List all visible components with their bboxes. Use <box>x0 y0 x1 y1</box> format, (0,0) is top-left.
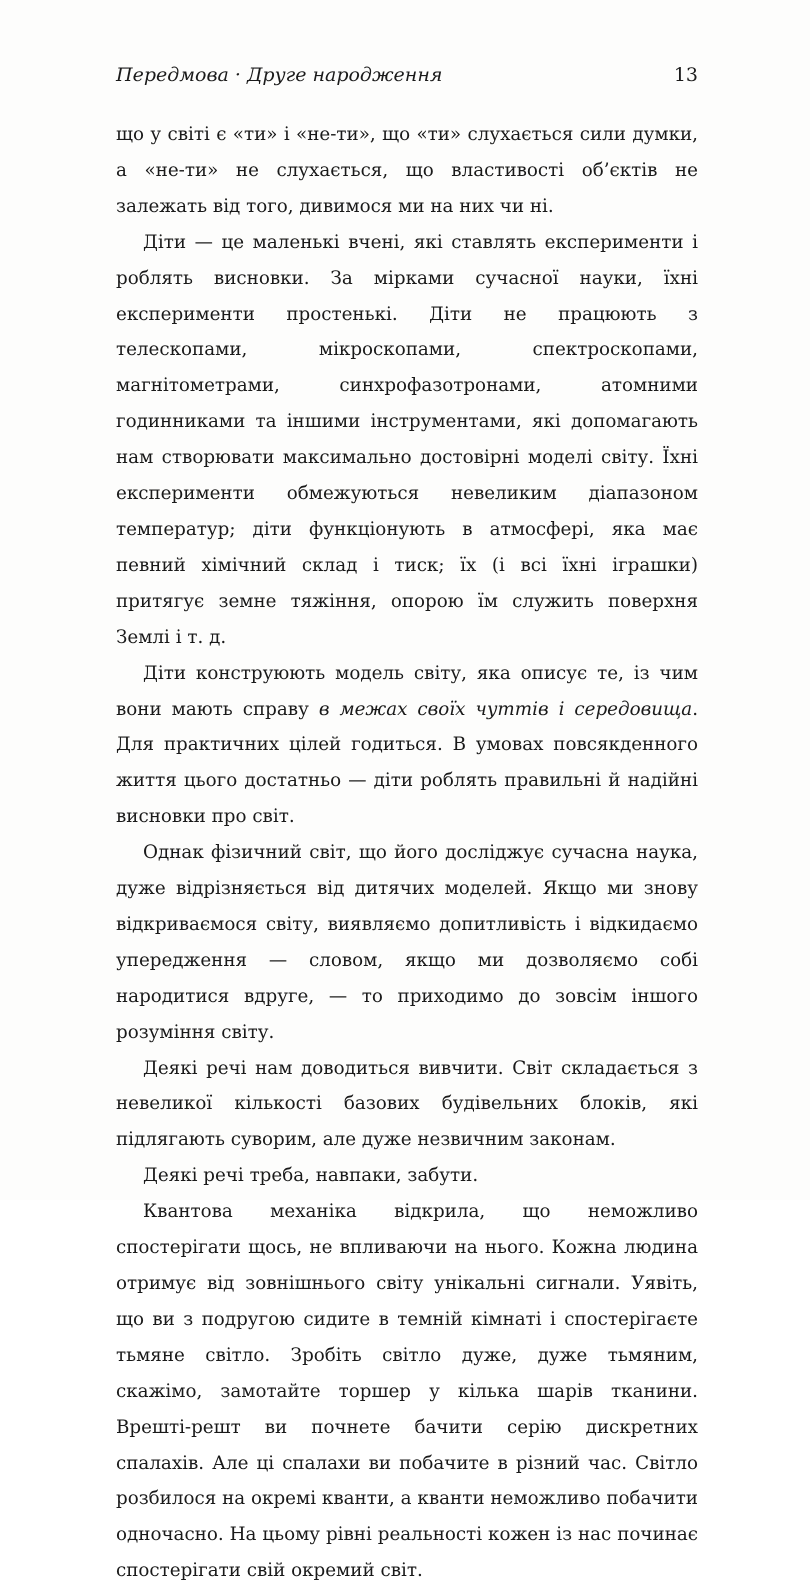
paragraph-forget: Деякі речі треба, навпаки, забути. <box>143 1165 479 1187</box>
page-number: 13 <box>673 64 698 86</box>
paragraph-text: . Для практичних цілей годиться. В умовах повсякденного життя цього достатньо — діти роблять правильні й надійні висновки про світ. <box>116 698 699 828</box>
italic-emphasis: в межах своїх чуттів і середовища <box>318 698 693 720</box>
paragraph-text: Діти конструюють модель світу, яка описує те, із чим вони мають справу <box>116 662 698 720</box>
body-text <box>116 117 698 1589</box>
paragraph-continuation: що у світі є «ти» і «не-ти», що «ти» слухається сили думки, а «не-ти» не слухається, що властивості об’єктів не залежать від того, дивимося ми на них чи ні. <box>116 124 698 217</box>
paragraph-learn: Деякі речі нам доводиться вивчити. Світ складається з невеликої кількості базових будівельних блоків, які підлягають суворим, але дуже незвичним законам. <box>116 1057 698 1151</box>
running-head <box>116 64 698 94</box>
running-title: Передмова · Друге народження <box>116 64 443 86</box>
paragraph-children-scientists: Діти — це маленькі вчені, які ставлять експерименти і роблять висновки. За мірками сучасної науки, їхні експерименти простенькі. Діти не працюють з телескопами, мікроскопами, спектроскопами, магнітометрами, синхрофазотронами, атомними годинниками та іншими інструментами, які допомагають нам створювати максимально достовірні моделі світу. Їхні експерименти обмежуються невеликим діапазоном температур; діти функціонують в атмосфері, яка має певний хімічний склад і тиск; їх (і всі їхні іграшки) притягує земне тяжіння, опорою їм служить поверхня Землі і т. д. <box>116 231 698 648</box>
paragraph-world-model <box>116 656 698 836</box>
paragraph-physical-world: Однак фізичний світ, що його досліджує сучасна наука, дуже відрізняється від дитячих моделей. Якщо ми знову відкриваємося світу, виявляємо допитливість і відкидаємо упередження — словом, якщо ми дозволяємо собі народитися вдруге, — то приходимо до зовсім іншого розуміння світу. <box>116 842 698 1043</box>
paragraph-quantum: Квантова механіка відкрила, що неможливо спостерігати щось, не впливаючи на нього. Кожна людина отримує від зовнішнього світу унікальні сигнали. Уявіть, що ви з подругою сидите в темній кімнаті і спостерігаєте тьмяне світло. Зробіть світло дуже, дуже тьмяним, скажімо, замотайте торшер у кілька шарів тканини. Врешті-решт ви почнете бачити серію дискретних спалахів. Але ці спалахи ви побачите в різний час. Світло розбилося на окремі кванти, а кванти неможливо побачити одночасно. На цьому рівні реальності кожен із нас починає спостерігати свій окремий світ. <box>116 1201 698 1582</box>
